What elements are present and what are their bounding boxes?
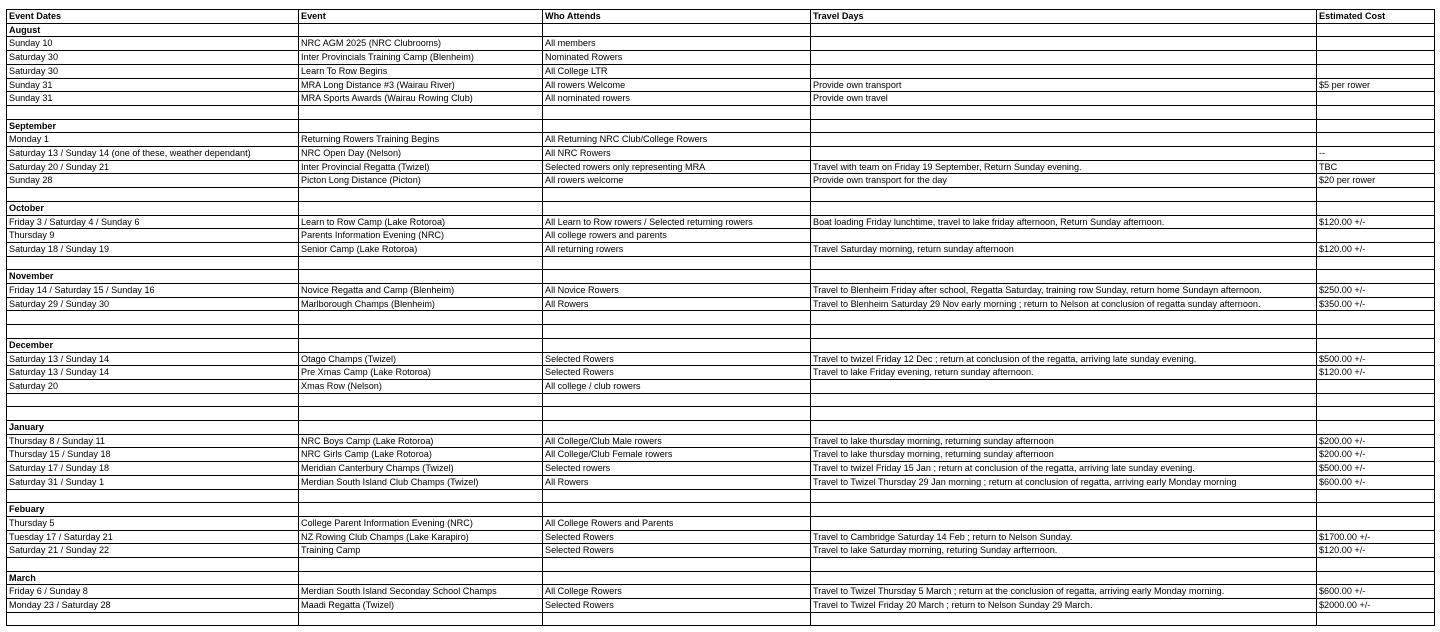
table-row	[7, 558, 1435, 572]
cell-event-dates[interactable]	[7, 489, 299, 503]
cell-estimated-cost[interactable]: $120.00 +/-	[1317, 366, 1435, 380]
cell-who-attends[interactable]	[543, 119, 811, 133]
cell-event[interactable]	[299, 270, 543, 284]
cell-estimated-cost[interactable]: --	[1317, 147, 1435, 161]
cell-event[interactable]	[299, 393, 543, 407]
table-row	[7, 585, 1435, 599]
cell-travel-days[interactable]: Provide own travel	[811, 92, 1317, 106]
table-row	[7, 379, 1435, 393]
cell-event-dates[interactable]: Sunday 28	[7, 174, 299, 188]
cell-estimated-cost[interactable]: $350.00 +/-	[1317, 297, 1435, 311]
table-row	[7, 37, 1435, 51]
cell-event-dates[interactable]: Saturday 18 / Sunday 19	[7, 242, 299, 256]
cell-estimated-cost[interactable]	[1317, 516, 1435, 530]
cell-event-dates[interactable]: Saturday 30	[7, 64, 299, 78]
cell-who-attends[interactable]	[543, 270, 811, 284]
cell-event-dates[interactable]: Monday 23 / Saturday 28	[7, 599, 299, 613]
cell-who-attends[interactable]: All NRC Rowers	[543, 147, 811, 161]
cell-event[interactable]: NRC Girls Camp (Lake Rotoroa)	[299, 448, 543, 462]
cell-who-attends[interactable]: All Learn to Row rowers / Selected returning rowers	[543, 215, 811, 229]
cell-event-dates[interactable]: Friday 3 / Saturday 4 / Sunday 6	[7, 215, 299, 229]
cell-event[interactable]: Otago Champs (Twizel)	[299, 352, 543, 366]
cell-who-attends[interactable]: Nominated Rowers	[543, 51, 811, 65]
cell-event[interactable]	[299, 201, 543, 215]
cell-estimated-cost[interactable]	[1317, 229, 1435, 243]
cell-estimated-cost[interactable]: $120.00 +/-	[1317, 544, 1435, 558]
cell-travel-days[interactable]	[811, 311, 1317, 325]
cell-estimated-cost[interactable]	[1317, 201, 1435, 215]
cell-event-dates[interactable]: Thursday 5	[7, 516, 299, 530]
cell-event-dates[interactable]: Thursday 15 / Sunday 18	[7, 448, 299, 462]
cell-estimated-cost[interactable]	[1317, 379, 1435, 393]
cell-estimated-cost[interactable]	[1317, 37, 1435, 51]
cell-event[interactable]: Senior Camp (Lake Rotoroa)	[299, 242, 543, 256]
cell-event-dates[interactable]: Saturday 13 / Sunday 14	[7, 366, 299, 380]
cell-event-dates[interactable]: March	[7, 571, 299, 585]
cell-travel-days[interactable]: Travel to Blenheim Friday after school, Regatta Saturday, training row Sunday, return home Sundayn afternoon.	[811, 284, 1317, 298]
cell-estimated-cost[interactable]: $600.00 +/-	[1317, 585, 1435, 599]
cell-event[interactable]	[299, 119, 543, 133]
cell-travel-days[interactable]: Boat loading Friday lunchtime, travel to lake friday afternoon, Return Sunday afternoon.	[811, 215, 1317, 229]
cell-event[interactable]: Pre Xmas Camp (Lake Rotoroa)	[299, 366, 543, 380]
cell-estimated-cost[interactable]	[1317, 51, 1435, 65]
cell-travel-days[interactable]: Travel to Twizel Thursday 5 March ; return at the conclusion of regatta, arriving early Monday morning.	[811, 585, 1317, 599]
cell-estimated-cost[interactable]	[1317, 188, 1435, 202]
table-row	[7, 407, 1435, 421]
table-row	[7, 78, 1435, 92]
cell-estimated-cost[interactable]: $500.00 +/-	[1317, 462, 1435, 476]
table-row	[7, 174, 1435, 188]
cell-who-attends[interactable]: Selected rowers	[543, 462, 811, 476]
cell-event-dates[interactable]: Saturday 31 / Sunday 1	[7, 475, 299, 489]
cell-event-dates[interactable]	[7, 311, 299, 325]
cell-event-dates[interactable]: Sunday 31	[7, 78, 299, 92]
cell-event-dates[interactable]: October	[7, 201, 299, 215]
cell-event[interactable]: Inter Provincial Regatta (Twizel)	[299, 160, 543, 174]
cell-who-attends[interactable]	[543, 612, 811, 626]
cell-event-dates[interactable]: Thursday 9	[7, 229, 299, 243]
cell-event-dates[interactable]	[7, 105, 299, 119]
cell-travel-days[interactable]	[811, 393, 1317, 407]
cell-travel-days[interactable]	[811, 379, 1317, 393]
table-row	[7, 434, 1435, 448]
cell-event-dates[interactable]: Febuary	[7, 503, 299, 517]
cell-estimated-cost[interactable]: $1700.00 +/-	[1317, 530, 1435, 544]
cell-event[interactable]: Maadi Regatta (Twizel)	[299, 599, 543, 613]
cell-estimated-cost[interactable]	[1317, 407, 1435, 421]
cell-who-attends[interactable]	[543, 571, 811, 585]
cell-travel-days[interactable]: Travel Saturday morning, return sunday afternoon	[811, 242, 1317, 256]
cell-travel-days[interactable]	[811, 64, 1317, 78]
cell-travel-days[interactable]: Travel with team on Friday 19 September, Return Sunday evening.	[811, 160, 1317, 174]
month-header-row	[7, 201, 1435, 215]
cell-event[interactable]: Picton Long Distance (Picton)	[299, 174, 543, 188]
cell-who-attends[interactable]: All Rowers	[543, 475, 811, 489]
cell-travel-days[interactable]	[811, 503, 1317, 517]
cell-who-attends[interactable]	[543, 256, 811, 270]
header-row	[7, 10, 1435, 24]
table-row	[7, 147, 1435, 161]
cell-event-dates[interactable]: Saturday 20 / Sunday 21	[7, 160, 299, 174]
cell-event-dates[interactable]: Saturday 13 / Sunday 14	[7, 352, 299, 366]
cell-who-attends[interactable]	[543, 558, 811, 572]
cell-event-dates[interactable]	[7, 393, 299, 407]
cell-travel-days[interactable]	[811, 119, 1317, 133]
table-body	[7, 23, 1435, 626]
cell-event[interactable]	[299, 23, 543, 37]
cell-estimated-cost[interactable]: $5 per rower	[1317, 78, 1435, 92]
table-row	[7, 284, 1435, 298]
cell-event-dates[interactable]: Saturday 21 / Sunday 22	[7, 544, 299, 558]
header-cell-estimated-cost[interactable]: Estimated Cost	[1317, 10, 1435, 24]
cell-estimated-cost[interactable]	[1317, 23, 1435, 37]
cell-who-attends[interactable]: All nominated rowers	[543, 92, 811, 106]
header-cell-event[interactable]: Event	[299, 10, 543, 24]
month-header-row	[7, 420, 1435, 434]
table-row	[7, 325, 1435, 339]
cell-event[interactable]	[299, 489, 543, 503]
cell-travel-days[interactable]	[811, 188, 1317, 202]
cell-estimated-cost[interactable]	[1317, 420, 1435, 434]
month-header-row	[7, 23, 1435, 37]
cell-estimated-cost[interactable]	[1317, 489, 1435, 503]
cell-travel-days[interactable]: Travel to twizel Friday 12 Dec ; return at conclusion of the regatta, arriving late sunday evening.	[811, 352, 1317, 366]
table-row	[7, 188, 1435, 202]
cell-event-dates[interactable]: Saturday 20	[7, 379, 299, 393]
cell-travel-days[interactable]	[811, 229, 1317, 243]
cell-travel-days[interactable]	[811, 201, 1317, 215]
cell-estimated-cost[interactable]: $120.00 +/-	[1317, 215, 1435, 229]
month-header-row	[7, 571, 1435, 585]
table-row	[7, 105, 1435, 119]
cell-travel-days[interactable]: Travel to Twizel Thursday 29 Jan morning ; return at conclusion of regatta, arriving early Monday morning	[811, 475, 1317, 489]
cell-event[interactable]: Learn to Row Camp (Lake Rotoroa)	[299, 215, 543, 229]
cell-travel-days[interactable]	[811, 489, 1317, 503]
cell-who-attends[interactable]: All College Rowers and Parents	[543, 516, 811, 530]
cell-travel-days[interactable]: Travel to Blenheim Saturday 29 Nov early morning ; return to Nelson at conclusion of regatta sunday afternoon.	[811, 297, 1317, 311]
cell-estimated-cost[interactable]	[1317, 256, 1435, 270]
cell-event[interactable]: Training Camp	[299, 544, 543, 558]
cell-travel-days[interactable]	[811, 133, 1317, 147]
cell-event-dates[interactable]	[7, 325, 299, 339]
cell-event[interactable]	[299, 571, 543, 585]
cell-travel-days[interactable]	[811, 23, 1317, 37]
cell-who-attends[interactable]: All College Rowers	[543, 585, 811, 599]
cell-event[interactable]	[299, 105, 543, 119]
cell-event-dates[interactable]	[7, 188, 299, 202]
table-row	[7, 599, 1435, 613]
table-row	[7, 448, 1435, 462]
cell-event[interactable]: NRC Boys Camp (Lake Rotoroa)	[299, 434, 543, 448]
cell-travel-days[interactable]: Travel to lake Saturday morning, returing Sunday arfternoon.	[811, 544, 1317, 558]
table-row	[7, 160, 1435, 174]
cell-travel-days[interactable]: Travel to Cambridge Saturday 14 Feb ; return to Nelson Sunday.	[811, 530, 1317, 544]
cell-event[interactable]	[299, 558, 543, 572]
table-row	[7, 297, 1435, 311]
cell-travel-days[interactable]	[811, 325, 1317, 339]
cell-estimated-cost[interactable]	[1317, 64, 1435, 78]
cell-estimated-cost[interactable]: $120.00 +/-	[1317, 242, 1435, 256]
cell-estimated-cost[interactable]	[1317, 133, 1435, 147]
cell-travel-days[interactable]	[811, 37, 1317, 51]
cell-event-dates[interactable]: December	[7, 338, 299, 352]
table-row	[7, 51, 1435, 65]
spreadsheet	[6, 9, 1435, 626]
cell-event-dates[interactable]: Saturday 29 / Sunday 30	[7, 297, 299, 311]
cell-event[interactable]	[299, 311, 543, 325]
table-row	[7, 475, 1435, 489]
table-row	[7, 229, 1435, 243]
cell-who-attends[interactable]: All rowers Welcome	[543, 78, 811, 92]
cell-who-attends[interactable]	[543, 23, 811, 37]
cell-who-attends[interactable]	[543, 489, 811, 503]
cell-event-dates[interactable]: Saturday 30	[7, 51, 299, 65]
cell-event-dates[interactable]	[7, 256, 299, 270]
cell-event[interactable]: Xmas Row (Nelson)	[299, 379, 543, 393]
cell-event[interactable]: Meridian Canterbury Champs (Twizel)	[299, 462, 543, 476]
cell-travel-days[interactable]	[811, 558, 1317, 572]
table-row	[7, 256, 1435, 270]
cell-travel-days[interactable]: Provide own transport	[811, 78, 1317, 92]
cell-event[interactable]	[299, 325, 543, 339]
cell-estimated-cost[interactable]	[1317, 119, 1435, 133]
cell-estimated-cost[interactable]: $20 per rower	[1317, 174, 1435, 188]
cell-event-dates[interactable]: September	[7, 119, 299, 133]
cell-estimated-cost[interactable]: $200.00 +/-	[1317, 434, 1435, 448]
cell-event-dates[interactable]	[7, 612, 299, 626]
cell-who-attends[interactable]	[543, 338, 811, 352]
cell-estimated-cost[interactable]	[1317, 503, 1435, 517]
cell-who-attends[interactable]: All returning rowers	[543, 242, 811, 256]
cell-travel-days[interactable]: Travel to lake thursday morning, returning sunday afternoon	[811, 448, 1317, 462]
cell-who-attends[interactable]: All College/Club Male rowers	[543, 434, 811, 448]
cell-who-attends[interactable]: All members	[543, 37, 811, 51]
cell-who-attends[interactable]: All Rowers	[543, 297, 811, 311]
cell-estimated-cost[interactable]	[1317, 270, 1435, 284]
table-row	[7, 92, 1435, 106]
cell-travel-days[interactable]	[811, 571, 1317, 585]
cell-event-dates[interactable]: Monday 1	[7, 133, 299, 147]
cell-who-attends[interactable]: All Returning NRC Club/College Rowers	[543, 133, 811, 147]
table-row	[7, 215, 1435, 229]
cell-who-attends[interactable]	[543, 311, 811, 325]
cell-event[interactable]: Learn To Row Begins	[299, 64, 543, 78]
schedule-table	[6, 9, 1435, 626]
table-row	[7, 462, 1435, 476]
table-row	[7, 366, 1435, 380]
cell-estimated-cost[interactable]: $250.00 +/-	[1317, 284, 1435, 298]
cell-estimated-cost[interactable]: TBC	[1317, 160, 1435, 174]
cell-event[interactable]: NRC AGM 2025 (NRC Clubrooms)	[299, 37, 543, 51]
cell-estimated-cost[interactable]	[1317, 92, 1435, 106]
cell-event[interactable]	[299, 420, 543, 434]
cell-who-attends[interactable]	[543, 325, 811, 339]
table-row	[7, 489, 1435, 503]
cell-event-dates[interactable]: Saturday 13 / Sunday 14 (one of these, weather dependant)	[7, 147, 299, 161]
cell-travel-days[interactable]	[811, 420, 1317, 434]
cell-travel-days[interactable]	[811, 612, 1317, 626]
cell-who-attends[interactable]	[543, 503, 811, 517]
cell-travel-days[interactable]	[811, 407, 1317, 421]
cell-event-dates[interactable]: Sunday 10	[7, 37, 299, 51]
cell-event-dates[interactable]: August	[7, 23, 299, 37]
cell-event[interactable]	[299, 338, 543, 352]
header-cell-who-attends[interactable]: Who Attends	[543, 10, 811, 24]
cell-who-attends[interactable]: Selected Rowers	[543, 530, 811, 544]
cell-who-attends[interactable]: All rowers welcome	[543, 174, 811, 188]
cell-event[interactable]: Marlborough Champs (Blenheim)	[299, 297, 543, 311]
month-header-row	[7, 338, 1435, 352]
cell-event-dates[interactable]: Saturday 17 / Sunday 18	[7, 462, 299, 476]
cell-event[interactable]: NZ Rowing Club Champs (Lake Karapiro)	[299, 530, 543, 544]
table-row	[7, 612, 1435, 626]
cell-travel-days[interactable]	[811, 51, 1317, 65]
cell-travel-days[interactable]	[811, 516, 1317, 530]
cell-event[interactable]: College Parent Information Evening (NRC)	[299, 516, 543, 530]
cell-travel-days[interactable]	[811, 105, 1317, 119]
cell-event[interactable]: NRC Open Day (Nelson)	[299, 147, 543, 161]
cell-event-dates[interactable]: Friday 14 / Saturday 15 / Sunday 16	[7, 284, 299, 298]
cell-who-attends[interactable]: Selected Rowers	[543, 366, 811, 380]
cell-event-dates[interactable]: Thursday 8 / Sunday 11	[7, 434, 299, 448]
cell-estimated-cost[interactable]	[1317, 311, 1435, 325]
table-row	[7, 544, 1435, 558]
cell-event[interactable]: Returning Rowers Training Begins	[299, 133, 543, 147]
cell-event-dates[interactable]	[7, 558, 299, 572]
cell-estimated-cost[interactable]	[1317, 571, 1435, 585]
cell-who-attends[interactable]: Selected Rowers	[543, 352, 811, 366]
cell-estimated-cost[interactable]	[1317, 393, 1435, 407]
cell-event[interactable]	[299, 503, 543, 517]
table-row	[7, 311, 1435, 325]
cell-event-dates[interactable]: Sunday 31	[7, 92, 299, 106]
cell-travel-days[interactable]: Travel to twizel Friday 15 Jan ; return at conclusion of the regatta, arriving late sunday evening.	[811, 462, 1317, 476]
cell-event[interactable]: Parents Information Evening (NRC)	[299, 229, 543, 243]
table-row	[7, 242, 1435, 256]
cell-who-attends[interactable]: Selected Rowers	[543, 599, 811, 613]
cell-event[interactable]	[299, 256, 543, 270]
cell-event[interactable]: Merdian South Island Seconday School Champs	[299, 585, 543, 599]
cell-travel-days[interactable]	[811, 147, 1317, 161]
table-row	[7, 393, 1435, 407]
table-row	[7, 530, 1435, 544]
cell-estimated-cost[interactable]: $200.00 +/-	[1317, 448, 1435, 462]
cell-travel-days[interactable]	[811, 270, 1317, 284]
cell-who-attends[interactable]: All college / club rowers	[543, 379, 811, 393]
cell-estimated-cost[interactable]	[1317, 558, 1435, 572]
cell-event-dates[interactable]: January	[7, 420, 299, 434]
cell-estimated-cost[interactable]	[1317, 612, 1435, 626]
cell-event[interactable]: Inter Provincials Training Camp (Blenheim)	[299, 51, 543, 65]
cell-who-attends[interactable]: All College/Club Female rowers	[543, 448, 811, 462]
cell-event[interactable]: Merdian South Island Club Champs (Twizel)	[299, 475, 543, 489]
cell-who-attends[interactable]	[543, 201, 811, 215]
cell-event[interactable]	[299, 612, 543, 626]
cell-event-dates[interactable]	[7, 407, 299, 421]
month-header-row	[7, 270, 1435, 284]
cell-who-attends[interactable]: Selected rowers only representing MRA	[543, 160, 811, 174]
cell-event[interactable]: MRA Long Distance #3 (Wairau River)	[299, 78, 543, 92]
cell-travel-days[interactable]: Travel to lake thursday morning, returning sunday afternoon	[811, 434, 1317, 448]
cell-estimated-cost[interactable]: $2000.00 +/-	[1317, 599, 1435, 613]
table-row	[7, 352, 1435, 366]
cell-travel-days[interactable]: Travel to lake Friday evening, return sunday afternoon.	[811, 366, 1317, 380]
cell-who-attends[interactable]	[543, 188, 811, 202]
cell-who-attends[interactable]	[543, 420, 811, 434]
header-cell-travel-days[interactable]: Travel Days	[811, 10, 1317, 24]
cell-travel-days[interactable]	[811, 256, 1317, 270]
table-row	[7, 64, 1435, 78]
table-row	[7, 516, 1435, 530]
cell-travel-days[interactable]: Provide own transport for the day	[811, 174, 1317, 188]
cell-travel-days[interactable]: Travel to Twizel Friday 20 March ; return to Nelson Sunday 29 March.	[811, 599, 1317, 613]
cell-who-attends[interactable]	[543, 407, 811, 421]
cell-estimated-cost[interactable]: $600.00 +/-	[1317, 475, 1435, 489]
month-header-row	[7, 119, 1435, 133]
cell-event[interactable]: Novice Regatta and Camp (Blenheim)	[299, 284, 543, 298]
cell-who-attends[interactable]	[543, 105, 811, 119]
cell-event[interactable]: MRA Sports Awards (Wairau Rowing Club)	[299, 92, 543, 106]
cell-event-dates[interactable]: Tuesday 17 / Saturday 21	[7, 530, 299, 544]
month-header-row	[7, 503, 1435, 517]
cell-event-dates[interactable]: November	[7, 270, 299, 284]
table-row	[7, 133, 1435, 147]
cell-estimated-cost[interactable]	[1317, 338, 1435, 352]
cell-travel-days[interactable]	[811, 338, 1317, 352]
cell-event[interactable]	[299, 188, 543, 202]
cell-who-attends[interactable]: All college rowers and parents	[543, 229, 811, 243]
header-cell-event-dates[interactable]: Event Dates	[7, 10, 299, 24]
cell-estimated-cost[interactable]: $500.00 +/-	[1317, 352, 1435, 366]
cell-who-attends[interactable]	[543, 393, 811, 407]
cell-estimated-cost[interactable]	[1317, 105, 1435, 119]
cell-estimated-cost[interactable]	[1317, 325, 1435, 339]
cell-event[interactable]	[299, 407, 543, 421]
cell-event-dates[interactable]: Friday 6 / Sunday 8	[7, 585, 299, 599]
cell-who-attends[interactable]: All College LTR	[543, 64, 811, 78]
cell-who-attends[interactable]: All Novice Rowers	[543, 284, 811, 298]
cell-who-attends[interactable]: Selected Rowers	[543, 544, 811, 558]
